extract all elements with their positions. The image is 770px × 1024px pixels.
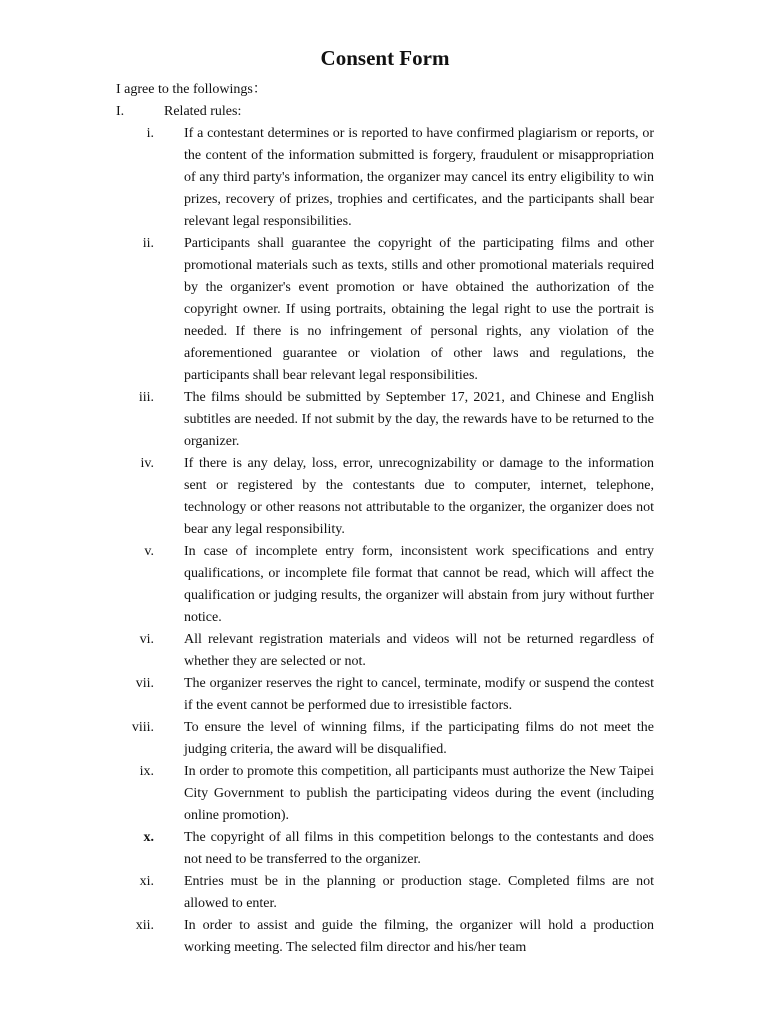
list-item xyxy=(0,827,770,871)
list-item-text: The films should be submitted by September 17, 2021, and Chinese and English subtitles are needed. If not submit by the day, the rewards have to be returned to the organizer. xyxy=(184,390,654,449)
list-item xyxy=(0,871,770,915)
list-item-text: In order to promote this competition, all participants must authorize the New Taipei City Government to publish the participating videos during the event (including online promotion). xyxy=(184,764,654,823)
list-item-number: ix. xyxy=(139,764,154,779)
list-item-number: xii. xyxy=(135,918,154,933)
list-item-text: Participants shall guarantee the copyright of the participating films and other promotional materials such as texts, stills and other promotional materials required by the organizer's event promotion or have obtained the authorization of the copyright owner. If using portraits, obtaining the legal right to use the portrait is needed. If there is no infringement of personal rights, any violation of the aforementioned guarantee or violation of other laws and regulations, the participants shall bear relevant legal responsibilities. xyxy=(184,236,654,383)
list-item xyxy=(0,387,770,453)
list-item-number: iii. xyxy=(138,390,154,405)
list-item xyxy=(0,541,770,629)
list-item xyxy=(0,453,770,541)
list-item-number: viii. xyxy=(131,720,154,735)
list-item-text: If a contestant determines or is reported to have confirmed plagiarism or reports, or the content of the information submitted is forgery, fraudulent or misappropriation of any third party's information, the organizer may cancel its entry eligibility to win prizes, recovery of prizes, trophies and certificates, and the participants shall bear relevant legal responsibilities. xyxy=(184,126,654,229)
list-item xyxy=(0,673,770,717)
list-item-text: All relevant registration materials and videos will not be returned regardless of whether they are selected or not. xyxy=(184,632,654,669)
page-title: Consent Form xyxy=(320,46,450,70)
list-item-number: x. xyxy=(143,830,154,845)
list-item xyxy=(0,717,770,761)
list-item-number: ii. xyxy=(142,236,154,251)
list-item-text: In order to assist and guide the filming, the organizer will hold a production working meeting. The selected film director and his/her team xyxy=(184,918,654,955)
list-item xyxy=(0,123,770,233)
list-item-text: If there is any delay, loss, error, unrecognizability or damage to the information sent or registered by the contestants due to computer, internet, telephone, technology or other reasons not attributable to the organizer, the organizer does not bear any legal responsibility. xyxy=(184,456,654,537)
list-item-number: vii. xyxy=(135,676,154,691)
list-item xyxy=(0,761,770,827)
list-item-number: xi. xyxy=(139,874,154,889)
list-item-text: In case of incomplete entry form, inconsistent work specifications and entry qualifications, or incomplete file format that cannot be read, which will affect the qualification or judging results, the organizer will abstain from jury without further notice. xyxy=(184,544,654,625)
list-item-number: v. xyxy=(144,544,154,559)
section-heading xyxy=(116,101,241,123)
section-title: Related rules: xyxy=(164,104,242,119)
list-item-text: To ensure the level of winning films, if the participating films do not meet the judging criteria, the award will be disqualified. xyxy=(184,720,654,757)
section-number: I. xyxy=(116,104,125,119)
list-item xyxy=(0,233,770,387)
rules-list xyxy=(0,123,770,959)
list-item-text: The copyright of all films in this competition belongs to the contestants and does not need to be transferred to the organizer. xyxy=(184,830,654,867)
list-item-text: The organizer reserves the right to cancel, terminate, modify or suspend the contest if the event cannot be performed due to irresistible factors. xyxy=(184,676,654,713)
list-item-number: i. xyxy=(146,126,154,141)
list-item xyxy=(0,915,770,959)
list-item-text: Entries must be in the planning or production stage. Completed films are not allowed to enter. xyxy=(184,874,654,911)
list-item xyxy=(0,629,770,673)
list-item-number: iv. xyxy=(140,456,154,471)
list-item-number: vi. xyxy=(139,632,154,647)
intro-text: I agree to the followings： xyxy=(116,82,267,97)
